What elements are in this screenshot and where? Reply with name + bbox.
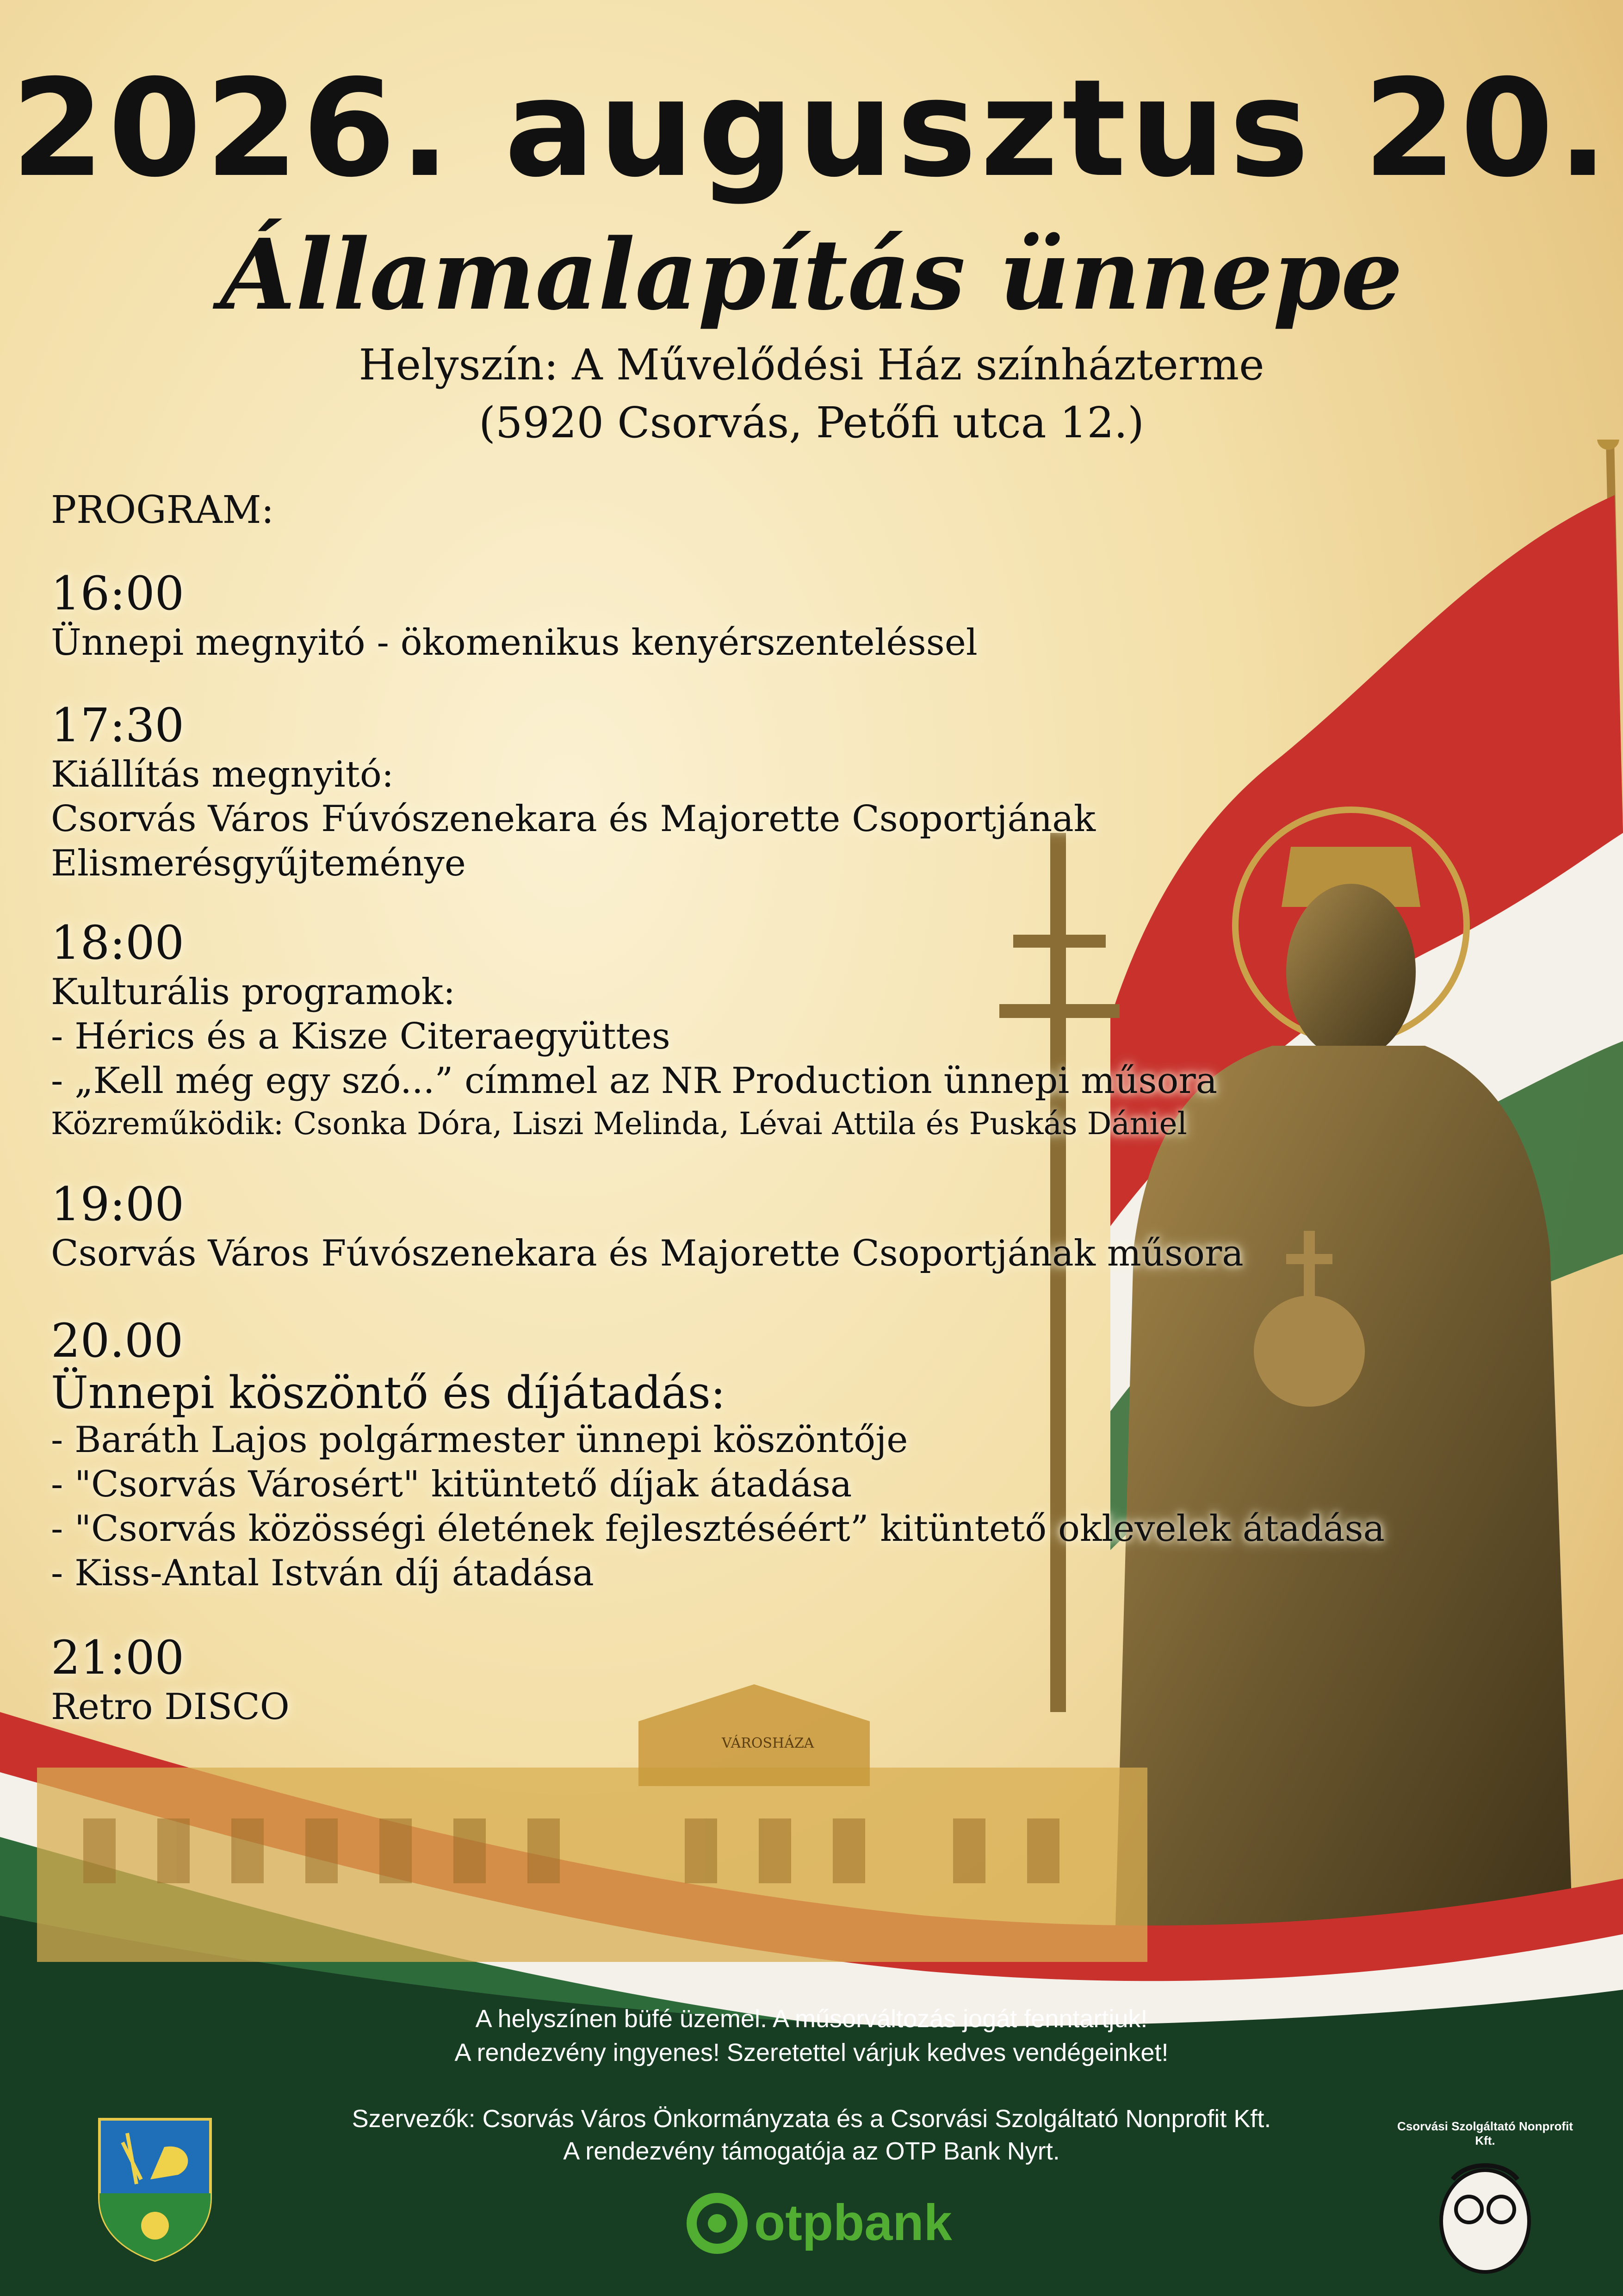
program-time: 19:00 [51,1177,185,1231]
program-time: 17:30 [51,698,185,752]
program-time: 18:00 [51,916,185,970]
otpbank-logo [685,2189,999,2258]
program-line: - Hérics és a Kisze Citeraegyüttes [51,1016,670,1057]
program-item [51,567,978,665]
program-line: - Baráth Lajos polgármester ünnepi köszöntője [51,1419,908,1461]
program-item [51,916,1217,1145]
program-line: Retro DISCO [51,1686,290,1728]
program-line: Kiállítás megnyitó: [51,754,394,795]
otp-circle-icon [685,2189,754,2258]
event-date-title: 2026. augusztus 20. [11,51,1612,207]
csorvas-coat-of-arms-logo [95,2115,215,2263]
program-line: Ünnepi megnyitó - ökomenikus kenyérszenteléssel [51,622,978,664]
program-item [51,1631,290,1729]
event-subtitle: Államalapítás ünnepe [220,217,1403,332]
building-sign: VÁROSHÁZA [722,1735,814,1751]
program-title: Ünnepi köszöntő és díjátadás: [51,1367,726,1419]
program-line: Kulturális programok: [51,971,456,1013]
program-line: - "Csorvás közösségi életének fejlesztéséért” kitüntető oklevelek átadása [51,1508,1385,1550]
program-line: Elismerésgyűjteménye [51,843,466,884]
szolgaltato-logo-text: Csorvási Szolgáltató Nonprofit Kft. [1397,2119,1573,2147]
program-heading: PROGRAM: [51,488,274,532]
program-line: - "Csorvás Városért" kitüntető díjak átadása [51,1464,852,1505]
program-item [51,1314,1385,1595]
program-time: 16:00 [51,566,185,621]
program-line: Csorvás Város Fúvószenekara és Majorette Csoportjának műsora [51,1233,1244,1274]
sponsor-text: A rendezvény támogatója az OTP Bank Nyrt. [563,2137,1060,2165]
venue-line: Helyszín: A Művelődési Ház színházterme [359,340,1264,390]
program-line: - Kiss-Antal István díj átadása [51,1552,594,1594]
venue-address: (5920 Csorvás, Petőfi utca 12.) [479,398,1144,447]
program-item [51,699,1096,886]
program-note: Közreműködik: Csonka Dóra, Liszi Melinda, Lévai Attila és Puskás Dániel [51,1106,1187,1142]
footer-note: A helyszínen büfé üzemel. A műsorváltozás jogát fenntartjuk! [475,2005,1148,2033]
otpbank-logo-text: otpbank [754,2194,952,2251]
organizers-text: Szervezők: Csorvás Város Önkormányzata és a Csorvási Szolgáltató Nonprofit Kft. [352,2105,1271,2133]
szolgaltato-logo [1397,2101,1573,2286]
program-time: 21:00 [51,1631,185,1685]
program-line: Csorvás Város Fúvószenekara és Majorette Csoportjának [51,798,1096,840]
program-item [51,1178,1244,1276]
program-time: 20.00 [51,1314,184,1368]
footer-note: A rendezvény ingyenes! Szeretettel várjuk kedves vendégeinket! [454,2039,1169,2066]
program-line: - „Kell még egy szó...” címmel az NR Production ünnepi műsora [51,1060,1218,1102]
